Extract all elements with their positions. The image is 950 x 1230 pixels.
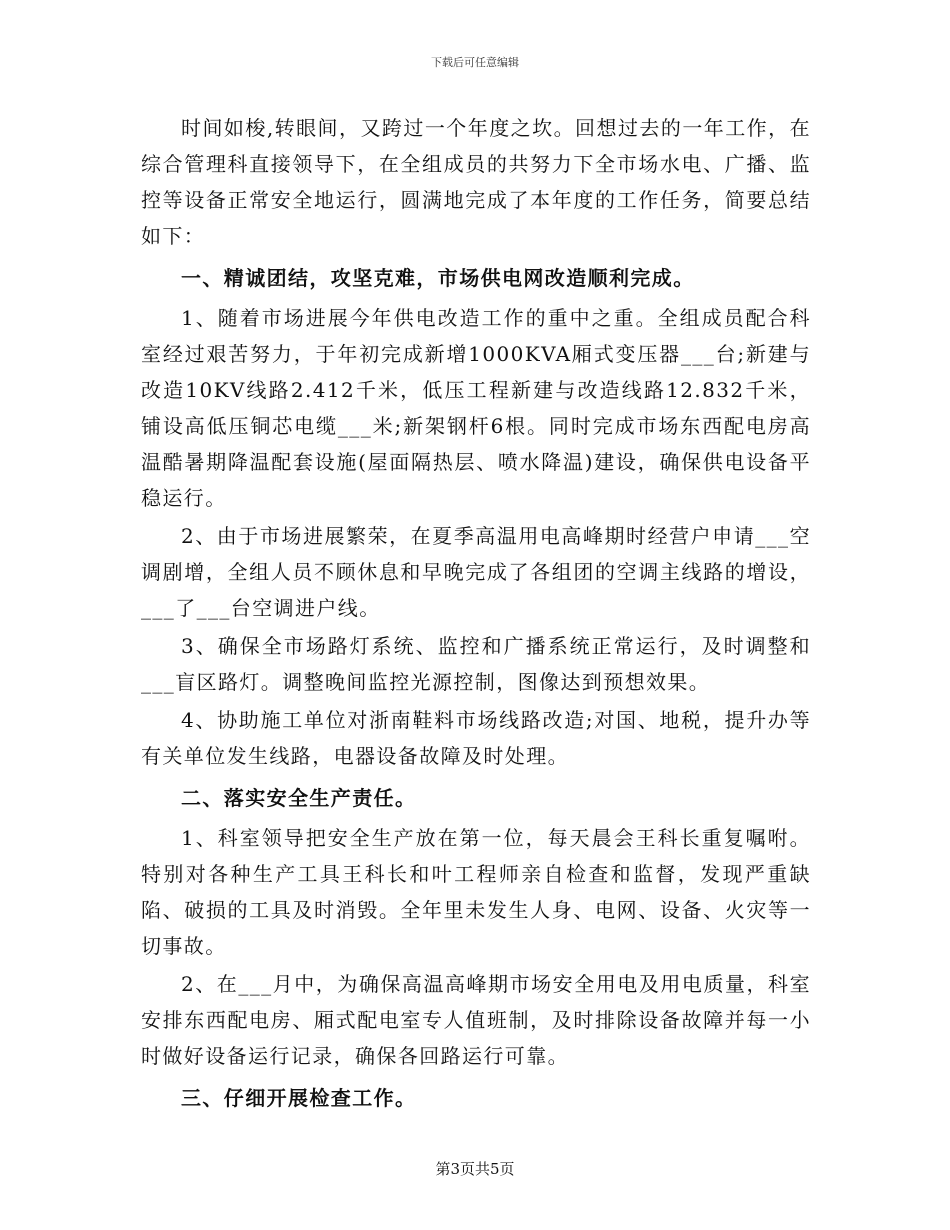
intro-paragraph: 时间如梭,转眼间，又跨过一个年度之坎。回想过去的一年工作，在综合管理科直接领导下，在全组成员的共努力下全市场水电、广播、监控等设备正常安全地运行，圆满地完成了本年度的工作任务，简要总结如下： xyxy=(141,116,811,248)
page-number: 第3页共5页 xyxy=(435,1160,515,1178)
section-1-paragraph-4: 4、协助施工单位对浙南鞋料市场线路改造;对国、地税，提升办等有关单位发生线路，电器设备故障及时处理。 xyxy=(141,708,811,768)
section-1-paragraph-1: 1、随着市场进展今年供电改造工作的重中之重。全组成员配合科室经过艰苦努力，于年初完成新增1000KVA厢式变压器___台;新建与改造10KV线路2.412千米，低压工程新建与改造线路12.832千米，铺设高低压铜芯电缆___米;新架钢杆6根。同时完成市场东西配电房高温酷暑期降温配套设施(屋面隔热层、喷水降温)建设，确保供电设备平稳运行。 xyxy=(141,306,811,510)
section-1-paragraph-2: 2、由于市场进展繁荣，在夏季高温用电高峰期时经营户申请___空调剧增，全组人员不顾休息和早晚完成了各组团的空调主线路的增设，___了___台空调进户线。 xyxy=(141,524,811,620)
document-body xyxy=(141,110,811,1120)
section-2-paragraph-1: 1、科室领导把安全生产放在第一位，每天晨会王科长重复嘱咐。特别对各种生产工具王科长和叶工程师亲自检查和监督，发现严重缺陷、破损的工具及时消毁。全年里未发生人身、电网、设备、火灾等一切事故。 xyxy=(141,826,811,958)
page-header-note: 下载后可任意编辑 xyxy=(431,56,519,69)
section-1-heading: 一、精诚团结，攻坚克难，市场供电网改造顺利完成。 xyxy=(181,266,695,290)
section-2-heading: 二、落实安全生产责任。 xyxy=(181,786,417,810)
section-1-paragraph-3: 3、确保全市场路灯系统、监控和广播系统正常运行，及时调整和___盲区路灯。调整晚间监控光源控制，图像达到预想效果。 xyxy=(141,634,811,694)
section-3-heading: 三、仔细开展检查工作。 xyxy=(181,1086,417,1110)
section-2-paragraph-2: 2、在___月中，为确保高温高峰期市场安全用电及用电质量，科室安排东西配电房、厢式配电室专人值班制，及时排除设备故障并每一小时做好设备运行记录，确保各回路运行可靠。 xyxy=(141,972,811,1068)
